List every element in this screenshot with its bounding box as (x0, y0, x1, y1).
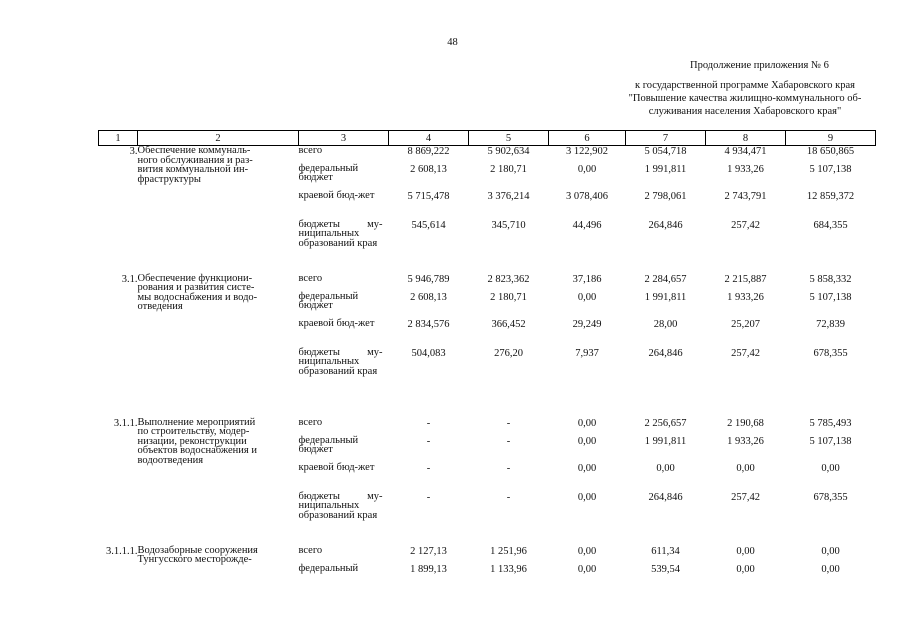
section-name-line: мы водоснабжения и водо- (137, 291, 258, 303)
appendix-header-line: служивания населения Хабаровского края" (648, 106, 842, 117)
column-header: 7 (626, 131, 706, 146)
amount-cell: 5 107,138 (809, 291, 852, 303)
amount-cell: 5 107,138 (809, 435, 852, 447)
funding-source-label: бюджеты му-ниципальных образований края (298, 218, 383, 249)
funding-source (299, 274, 389, 292)
section-number: 3.1.1.1. (106, 545, 138, 557)
amount-cell: 0,00 (736, 462, 755, 474)
section-number: 3.1. (121, 273, 138, 285)
amount-cell: 0,00 (577, 545, 597, 557)
amount-cell: 0,00 (577, 462, 597, 474)
amount-cell: 2 180,71 (490, 291, 527, 303)
amount-cell: 1 991,811 (644, 163, 687, 175)
amount-cell: 0,00 (577, 417, 597, 429)
section-name-line: вития коммунальной ин- (137, 164, 249, 176)
amount-cell: 2 190,68 (727, 417, 764, 429)
amount-cell: 276,20 (494, 347, 523, 359)
column-header: 4 (389, 131, 469, 146)
amount-cell: 504,083 (411, 347, 446, 359)
section-gap-cell (99, 396, 876, 418)
funding-source (299, 564, 389, 591)
amount-cell: 8 869,222 (407, 146, 450, 157)
table-row (99, 146, 876, 164)
section-name-line: Обеспечение функциони- (137, 272, 253, 284)
funding-source (299, 436, 389, 463)
amount-cell: 0,00 (577, 563, 597, 575)
amount-cell: 0,00 (577, 163, 597, 175)
amount-cell: - (506, 435, 511, 447)
amount-cell: 1 933,26 (727, 291, 764, 303)
section-name-line: Тунгусского месторожде- (137, 554, 252, 566)
amount-cell: 18 650,865 (806, 146, 855, 157)
amount-cell: 29,249 (572, 318, 602, 330)
section-name-line: объектов водоснабжения и (137, 445, 257, 457)
amount-cell: 2 215,887 (724, 273, 767, 285)
funding-source (299, 492, 389, 540)
amount-cell: 678,355 (813, 491, 848, 503)
amount-cell: 2 743,791 (724, 190, 767, 202)
table-row (99, 274, 876, 292)
appendix-header-line: к государственной программе Хабаровского края (635, 80, 855, 91)
funding-source (299, 348, 389, 396)
amount-cell: 264,846 (648, 347, 683, 359)
column-header: 2 (138, 131, 299, 146)
section-name-line: Обеспечение коммуналь- (137, 145, 251, 156)
section-name (138, 418, 299, 540)
amount-cell: 611,34 (651, 545, 680, 557)
funding-source-label: краевой бюд-жет (298, 461, 375, 473)
funding-source-label: федеральный бюджет (298, 434, 359, 456)
amount-cell: 0,00 (821, 563, 840, 575)
column-header-row (99, 131, 876, 146)
funding-source (299, 164, 389, 191)
amount-cell: 3 376,214 (487, 190, 530, 202)
amount-cell: 684,355 (813, 219, 848, 231)
amount-cell: 264,846 (648, 219, 683, 231)
amount-cell: 5 715,478 (407, 190, 450, 202)
funding-source (299, 546, 389, 564)
amount-cell: 25,207 (731, 318, 760, 330)
amount-cell: 4 934,471 (724, 146, 767, 157)
amount-cell: 0,00 (577, 435, 597, 447)
amount-cell: 5 946,789 (407, 273, 450, 285)
column-header: 9 (786, 131, 876, 146)
amount-cell: 2 127,13 (410, 545, 447, 557)
column-header: 5 (469, 131, 549, 146)
funding-source-label: федеральный (298, 562, 359, 574)
amount-cell: - (426, 491, 431, 503)
amount-cell: 72,839 (816, 318, 845, 330)
amount-cell: 678,355 (813, 347, 848, 359)
funding-source (299, 220, 389, 268)
amount-cell: - (506, 417, 511, 429)
table-row (99, 546, 876, 564)
amount-cell: 0,00 (736, 545, 755, 557)
section-name-line: фраструктуры (137, 173, 201, 185)
amount-cell: 1 899,13 (410, 563, 447, 575)
column-header: 6 (549, 131, 626, 146)
amount-cell: 1 933,26 (727, 163, 764, 175)
amount-cell: 12 859,372 (806, 190, 855, 202)
funding-source-label: всего (298, 272, 323, 284)
funding-source (299, 146, 389, 164)
amount-cell: 2 834,576 (407, 318, 450, 330)
amount-cell: 345,710 (491, 219, 526, 231)
funding-source (299, 418, 389, 436)
amount-cell: 0,00 (821, 545, 840, 557)
amount-cell: 539,54 (651, 563, 680, 575)
funding-source-label: всего (298, 145, 323, 156)
funding-source-label: бюджеты му-ниципальных образований края (298, 346, 383, 377)
amount-cell: 7,937 (575, 347, 599, 359)
amount-cell: 2 256,657 (644, 417, 687, 429)
amount-cell: 1 133,96 (490, 563, 527, 575)
amount-cell: 2 823,362 (487, 273, 530, 285)
amount-cell: 5 107,138 (809, 163, 852, 175)
funding-source (299, 191, 389, 220)
amount-cell: 0,00 (656, 462, 675, 474)
amount-cell: 257,42 (731, 491, 760, 503)
funding-source-label: федеральный бюджет (298, 290, 359, 312)
amount-cell: 3 078,406 (566, 190, 608, 202)
column-header: 8 (706, 131, 786, 146)
amount-cell: 28,00 (653, 318, 678, 330)
section-name-line: ного обслуживания и раз- (137, 154, 253, 166)
funding-source (299, 319, 389, 348)
table-body (99, 146, 876, 591)
amount-cell: 257,42 (731, 219, 760, 231)
appendix-header-line: "Повышение качества жилищно-коммунального об- (628, 93, 862, 104)
amount-cell: 44,496 (572, 219, 602, 231)
appendix-continuation: Продолжение приложения № 6 (690, 60, 829, 71)
amount-cell: 3 122,902 (566, 146, 608, 157)
funding-source-label: бюджеты му-ниципальных образований края (298, 490, 383, 521)
section-number: 3.1.1. (113, 417, 138, 429)
section-name-line: низации, реконструкции (137, 435, 247, 447)
amount-cell: 5 785,493 (809, 417, 852, 429)
amount-cell: 0,00 (577, 491, 597, 503)
amount-cell: 5 858,332 (809, 273, 852, 285)
section-name (138, 146, 299, 268)
amount-cell: 1 933,26 (727, 435, 764, 447)
amount-cell: 5 054,718 (644, 146, 687, 157)
amount-cell: 257,42 (731, 347, 760, 359)
amount-cell: 37,186 (572, 273, 602, 285)
amount-cell: 2 798,061 (644, 190, 687, 202)
table-row (99, 418, 876, 436)
amount-cell: 2 608,13 (410, 291, 447, 303)
funding-source-label: всего (298, 416, 323, 428)
amount-cell: - (506, 491, 511, 503)
section-name (138, 546, 299, 591)
amount-cell: 0,00 (736, 563, 755, 575)
amount-cell: 2 608,13 (410, 163, 447, 175)
section-gap (99, 396, 876, 418)
column-header: 1 (99, 131, 138, 146)
funding-source (299, 292, 389, 319)
funding-source-label: всего (298, 544, 323, 556)
amount-cell: 545,614 (411, 219, 446, 231)
amount-cell: 1 251,96 (490, 545, 527, 557)
funding-source (299, 463, 389, 492)
amount-cell: 264,846 (648, 491, 683, 503)
section-name-line: водоотведения (137, 454, 204, 466)
section-name-line: рования и развития систе- (137, 282, 255, 294)
section-name-line: отведения (137, 301, 183, 313)
section-number: 3. (129, 146, 138, 157)
column-header: 3 (299, 131, 389, 146)
funding-source-label: краевой бюд-жет (298, 317, 375, 329)
amount-cell: - (506, 462, 511, 474)
amount-cell: - (426, 462, 431, 474)
amount-cell: 1 991,811 (644, 291, 687, 303)
amount-cell: 2 180,71 (490, 163, 527, 175)
amount-cell: - (426, 417, 431, 429)
funding-source-label: федеральный бюджет (298, 162, 359, 184)
funding-source-label: краевой бюд-жет (298, 189, 375, 201)
amount-cell: 366,452 (491, 318, 526, 330)
amount-cell: - (426, 435, 431, 447)
amount-cell: 0,00 (821, 462, 840, 474)
amount-cell: 0,00 (577, 291, 597, 303)
section-name (138, 274, 299, 396)
financing-table (98, 130, 876, 591)
amount-cell: 2 284,657 (644, 273, 687, 285)
section-name-line: Выполнение мероприятий (137, 416, 256, 428)
section-name-line: Водозаборные сооружения (137, 544, 258, 556)
amount-cell: 1 991,811 (644, 435, 687, 447)
section-name-line: по строительству, модер- (137, 426, 250, 438)
page-number: 48 (447, 37, 458, 48)
amount-cell: 5 902,634 (487, 146, 530, 157)
